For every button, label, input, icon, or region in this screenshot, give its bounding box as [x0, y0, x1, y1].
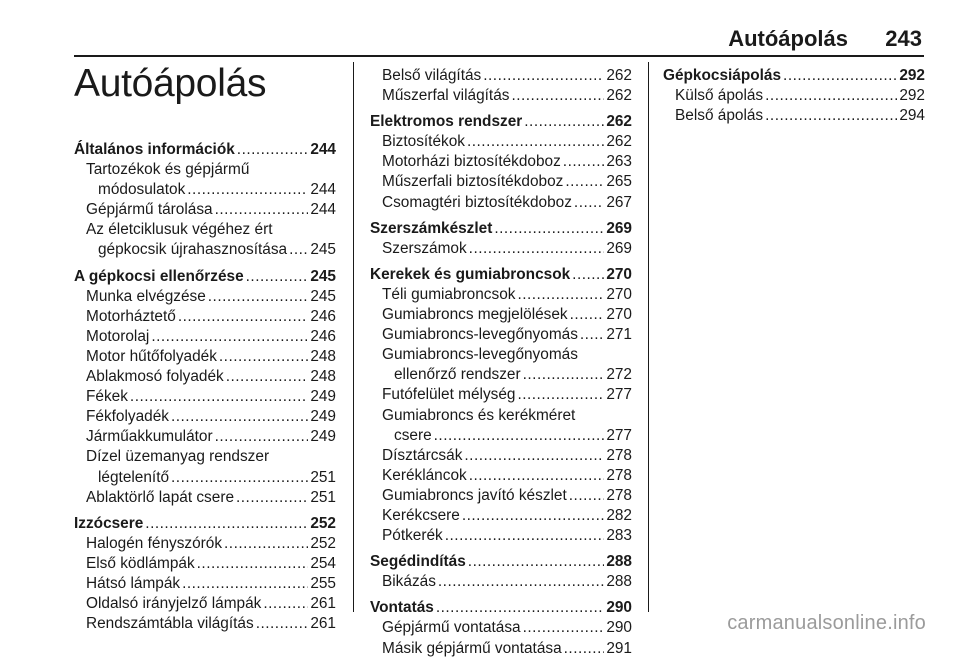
toc-entry-page: 262 [606, 87, 632, 105]
dot-leader [151, 327, 308, 347]
toc-entry-page: 290 [606, 599, 632, 617]
toc-entry-page: 272 [606, 366, 632, 384]
toc-entry-page: 269 [606, 239, 632, 257]
toc-entry-title: Futófelület mélység [382, 386, 516, 404]
toc-entry[interactable] [370, 132, 632, 152]
dot-leader [523, 618, 605, 638]
toc-entry-page: 290 [606, 619, 632, 637]
toc-entry[interactable] [74, 594, 336, 614]
toc-section-entry[interactable] [370, 552, 632, 572]
toc-entry-title: Motorházi biztosítékdoboz [382, 153, 561, 171]
dot-leader [469, 466, 605, 486]
dot-leader [434, 426, 605, 446]
toc-entry-title: Gépjármű vontatása [382, 619, 521, 637]
toc-entry-page: 248 [310, 347, 336, 365]
toc-entry-page: 261 [310, 595, 336, 613]
dot-leader [445, 526, 605, 546]
toc-entry-title: Bikázás [382, 573, 436, 591]
toc-entry-title: Motorháztető [86, 307, 176, 325]
toc-entry-page: 270 [606, 285, 632, 303]
toc-entry-page: 288 [606, 553, 632, 571]
toc-entry-page: 278 [606, 486, 632, 504]
toc-entry-title: A gépkocsi ellenőrzése [74, 267, 244, 285]
toc-entry[interactable] [370, 66, 632, 86]
column-divider-1 [353, 62, 354, 612]
toc-entry-title: Oldalsó irányjelző lámpák [86, 595, 262, 613]
toc-entry-page: 244 [310, 201, 336, 219]
toc-entry[interactable] [74, 387, 336, 407]
toc-entry[interactable] [370, 466, 632, 486]
toc-entry[interactable] [74, 427, 336, 447]
dot-leader [246, 267, 309, 287]
dot-leader [572, 265, 604, 285]
toc-entry-title: Kerekek és gumiabroncsok [370, 265, 571, 283]
dot-leader [765, 86, 897, 106]
dot-leader [511, 86, 604, 106]
toc-entry[interactable] [74, 468, 336, 488]
dot-leader [569, 486, 605, 506]
toc-entry[interactable] [74, 200, 336, 220]
toc-entry-page: 245 [310, 267, 336, 285]
toc-entry-title: Elektromos rendszer [370, 113, 523, 131]
watermark: carmanualsonline.info [727, 612, 926, 634]
toc-entry-page: 246 [310, 327, 336, 345]
toc-entry-page: 262 [606, 113, 632, 131]
dot-leader [289, 240, 308, 260]
dot-leader [438, 572, 604, 592]
dot-leader [219, 347, 308, 367]
header-rule [74, 55, 924, 57]
toc-entry[interactable] [74, 614, 336, 634]
toc-entry[interactable] [74, 407, 336, 427]
toc-entry-title: Ablaktörlő lapát csere [86, 488, 234, 506]
toc-entry-page: 248 [310, 368, 336, 386]
toc-entry-title: Halogén fényszórók [86, 534, 223, 552]
toc-entry[interactable] [74, 307, 336, 327]
toc-entry[interactable] [370, 426, 632, 446]
toc-entry[interactable] [74, 488, 336, 508]
toc-entry-page: 270 [606, 306, 632, 324]
toc-entry-page: 294 [899, 107, 925, 125]
dot-leader [517, 285, 604, 305]
toc-entry-title: Izzócsere [74, 514, 144, 532]
toc-entry-title: Motor hűtőfolyadék [86, 347, 217, 365]
column-divider-2 [648, 62, 649, 612]
toc-entry-page: 251 [310, 468, 336, 486]
chapter-title: Autóápolás [74, 62, 267, 105]
dot-leader [469, 239, 605, 259]
dot-leader [580, 325, 604, 345]
toc-entry-title: Szerszámok [382, 239, 467, 257]
toc-entry-page: 252 [310, 514, 336, 532]
toc-entry-title: csere [394, 426, 432, 444]
dot-leader [563, 152, 605, 172]
toc-entry[interactable] [74, 240, 336, 260]
toc-entry-page: 245 [310, 287, 336, 305]
dot-leader [468, 552, 605, 572]
toc-entry[interactable] [370, 365, 632, 385]
toc-entry-title: Fékek [86, 388, 128, 406]
toc-entry-title: Járműakkumulátor [86, 428, 213, 446]
toc-entry-page: 244 [310, 141, 336, 158]
toc-entry-title: Csomagtéri biztosítékdoboz [382, 193, 572, 211]
toc-entry[interactable] [370, 572, 632, 592]
toc-entry[interactable] [370, 325, 632, 345]
dot-leader [436, 598, 604, 618]
dot-leader [570, 305, 605, 325]
dot-leader [226, 367, 309, 387]
toc-entry-title: Munka elvégzése [86, 287, 206, 305]
dot-leader [467, 132, 604, 152]
toc-section-entry[interactable] [74, 514, 336, 534]
toc-entry[interactable] [74, 534, 336, 554]
dot-leader [462, 506, 604, 526]
toc-entry[interactable] [74, 574, 336, 594]
dot-leader [237, 140, 309, 160]
toc-entry-page: 292 [899, 67, 925, 84]
toc-entry-page: 249 [310, 408, 336, 426]
toc-entry[interactable] [370, 618, 632, 638]
toc-section-entry[interactable] [370, 219, 632, 239]
toc-entry[interactable] [370, 239, 632, 259]
dot-leader [565, 172, 604, 192]
toc-entry-title: ellenőrző rendszer [394, 366, 521, 384]
toc-entry-page: 288 [606, 573, 632, 591]
toc-entry-page: 271 [606, 326, 632, 344]
toc-entry-page: 246 [310, 307, 336, 325]
toc-column-1 [74, 140, 336, 634]
dot-leader [524, 112, 604, 132]
toc-entry-title: Motorolaj [86, 327, 150, 345]
toc-entry-title: Gépjármű tárolása [86, 201, 213, 219]
toc-entry[interactable] [370, 172, 632, 192]
toc-entry[interactable] [370, 285, 632, 305]
toc-entry[interactable] [74, 554, 336, 574]
toc-entry-title: Külső ápolás [675, 87, 764, 105]
toc-entry[interactable] [74, 180, 336, 200]
dot-leader [215, 200, 309, 220]
dot-leader [224, 534, 308, 554]
toc-entry[interactable] [370, 385, 632, 405]
dot-leader [145, 514, 308, 534]
toc-entry[interactable] [370, 305, 632, 325]
toc-entry-page: 277 [606, 386, 632, 404]
toc-entry-page: 291 [606, 639, 632, 657]
toc-entry-title: Első ködlámpák [86, 554, 195, 572]
dot-leader [765, 106, 897, 126]
toc-section-entry[interactable] [74, 140, 336, 160]
running-header-title: Autóápolás [728, 26, 848, 51]
toc-entry-title: Műszerfal világítás [382, 87, 510, 105]
toc-entry-title: légtelenítő [98, 468, 170, 486]
toc-entry-page: 249 [310, 428, 336, 446]
toc-entry[interactable] [74, 327, 336, 347]
toc-entry-title: Műszerfali biztosítékdoboz [382, 173, 564, 191]
dot-leader [574, 193, 604, 213]
dot-leader [483, 66, 604, 86]
toc-entry-page: 267 [606, 193, 632, 211]
toc-entry-page: 277 [606, 426, 632, 444]
toc-entry-title: Belső világítás [382, 67, 482, 84]
toc-entry[interactable] [370, 152, 632, 172]
toc-entry-title: Kerékcsere [382, 506, 460, 524]
toc-entry[interactable] [370, 86, 632, 106]
toc-entry[interactable] [663, 106, 925, 126]
dot-leader [464, 446, 604, 466]
toc-entry-page: 263 [606, 153, 632, 171]
toc-entry-title: Gumiabroncs javító készlet [382, 486, 567, 504]
dot-leader [171, 468, 308, 488]
toc-entry-title: Gépkocsiápolás [663, 67, 782, 84]
toc-entry-title: Ablakmosó folyadék [86, 368, 224, 386]
toc-entry[interactable] [370, 193, 632, 213]
toc-entry[interactable] [370, 486, 632, 506]
toc-entry-page: 252 [310, 534, 336, 552]
toc-entry-page: 292 [899, 87, 925, 105]
dot-leader [197, 554, 309, 574]
toc-entry-page: 255 [310, 574, 336, 592]
toc-entry-title: Belső ápolás [675, 107, 764, 125]
toc-entry-page: 261 [310, 615, 336, 633]
toc-section-entry[interactable] [370, 598, 632, 618]
dot-leader [236, 488, 308, 508]
toc-entry[interactable] [74, 347, 336, 367]
dot-leader [130, 387, 308, 407]
toc-entry-page: 262 [606, 133, 632, 151]
toc-entry-title: módosulatok [98, 181, 186, 199]
toc-entry-title: Általános információk [74, 141, 235, 158]
toc-entry-title: Másik gépjármű vontatása [382, 639, 562, 657]
toc-entry-first-line: Gumiabroncs és kerékméret [382, 406, 576, 424]
dot-leader [494, 219, 604, 239]
toc-entry[interactable] [370, 526, 632, 546]
dot-leader [182, 574, 308, 594]
toc-entry-page: 278 [606, 466, 632, 484]
toc-entry-title: Szerszámkészlet [370, 219, 493, 237]
dot-leader [783, 66, 897, 86]
toc-entry-page: 270 [606, 265, 632, 283]
toc-entry[interactable] [370, 446, 632, 466]
dot-leader [256, 614, 309, 634]
toc-entry-page: 269 [606, 219, 632, 237]
toc-section-entry[interactable] [74, 267, 336, 287]
toc-entry-title: Téli gumiabroncsok [382, 285, 516, 303]
toc-entry-title: Hátsó lámpák [86, 574, 181, 592]
toc-entry[interactable] [370, 506, 632, 526]
toc-entry-page: 244 [310, 181, 336, 199]
dot-leader [208, 287, 309, 307]
toc-column-2 [370, 66, 632, 659]
toc-entry-title: Pótkerék [382, 527, 443, 545]
toc-entry-title: Gumiabroncs megjelölések [382, 306, 568, 324]
toc-entry-page: 265 [606, 173, 632, 191]
running-header [0, 20, 960, 58]
page-number: 243 [885, 26, 922, 51]
dot-leader [517, 385, 604, 405]
toc-entry-page: 283 [606, 527, 632, 545]
toc-entry-first-line: Dízel üzemanyag rendszer [86, 448, 270, 466]
toc-entry-page: 245 [310, 241, 336, 259]
toc-entry-title: Fékfolyadék [86, 408, 169, 426]
toc-entry-page: 262 [606, 67, 632, 84]
toc-entry-page: 282 [606, 506, 632, 524]
dot-leader [178, 307, 308, 327]
toc-entry-title: Kerékláncok [382, 466, 467, 484]
toc-entry-title: Vontatás [370, 599, 434, 617]
toc-entry-title: Rendszámtábla világítás [86, 615, 254, 633]
toc-section-entry[interactable] [370, 265, 632, 285]
toc-section-entry[interactable] [370, 112, 632, 132]
toc-entry-page: 249 [310, 388, 336, 406]
dot-leader [523, 365, 605, 385]
toc-entry[interactable] [74, 287, 336, 307]
toc-entry[interactable] [74, 367, 336, 387]
toc-section-entry[interactable] [663, 66, 925, 86]
toc-entry[interactable] [663, 86, 925, 106]
toc-entry-page: 254 [310, 554, 336, 572]
toc-entry-first-line: Az életciklusuk végéhez ért [86, 221, 273, 239]
toc-entry-title: gépkocsik újrahasznosítása [98, 241, 288, 259]
toc-entry-title: Biztosítékok [382, 133, 465, 151]
toc-entry-first-line: Tartozékok és gépjármű [86, 161, 250, 179]
toc-entry-first-line: Gumiabroncs-levegőnyomás [382, 346, 578, 364]
dot-leader [171, 407, 308, 427]
dot-leader [187, 180, 308, 200]
toc-column-3 [663, 66, 925, 126]
dot-leader [263, 594, 308, 614]
toc-entry-page: 278 [606, 446, 632, 464]
toc-entry-title: Dísztárcsák [382, 446, 463, 464]
toc-entry-title: Segédindítás [370, 553, 466, 571]
toc-entry-page: 251 [310, 488, 336, 506]
toc-entry-title: Gumiabroncs-levegőnyomás [382, 326, 578, 344]
dot-leader [215, 427, 309, 447]
